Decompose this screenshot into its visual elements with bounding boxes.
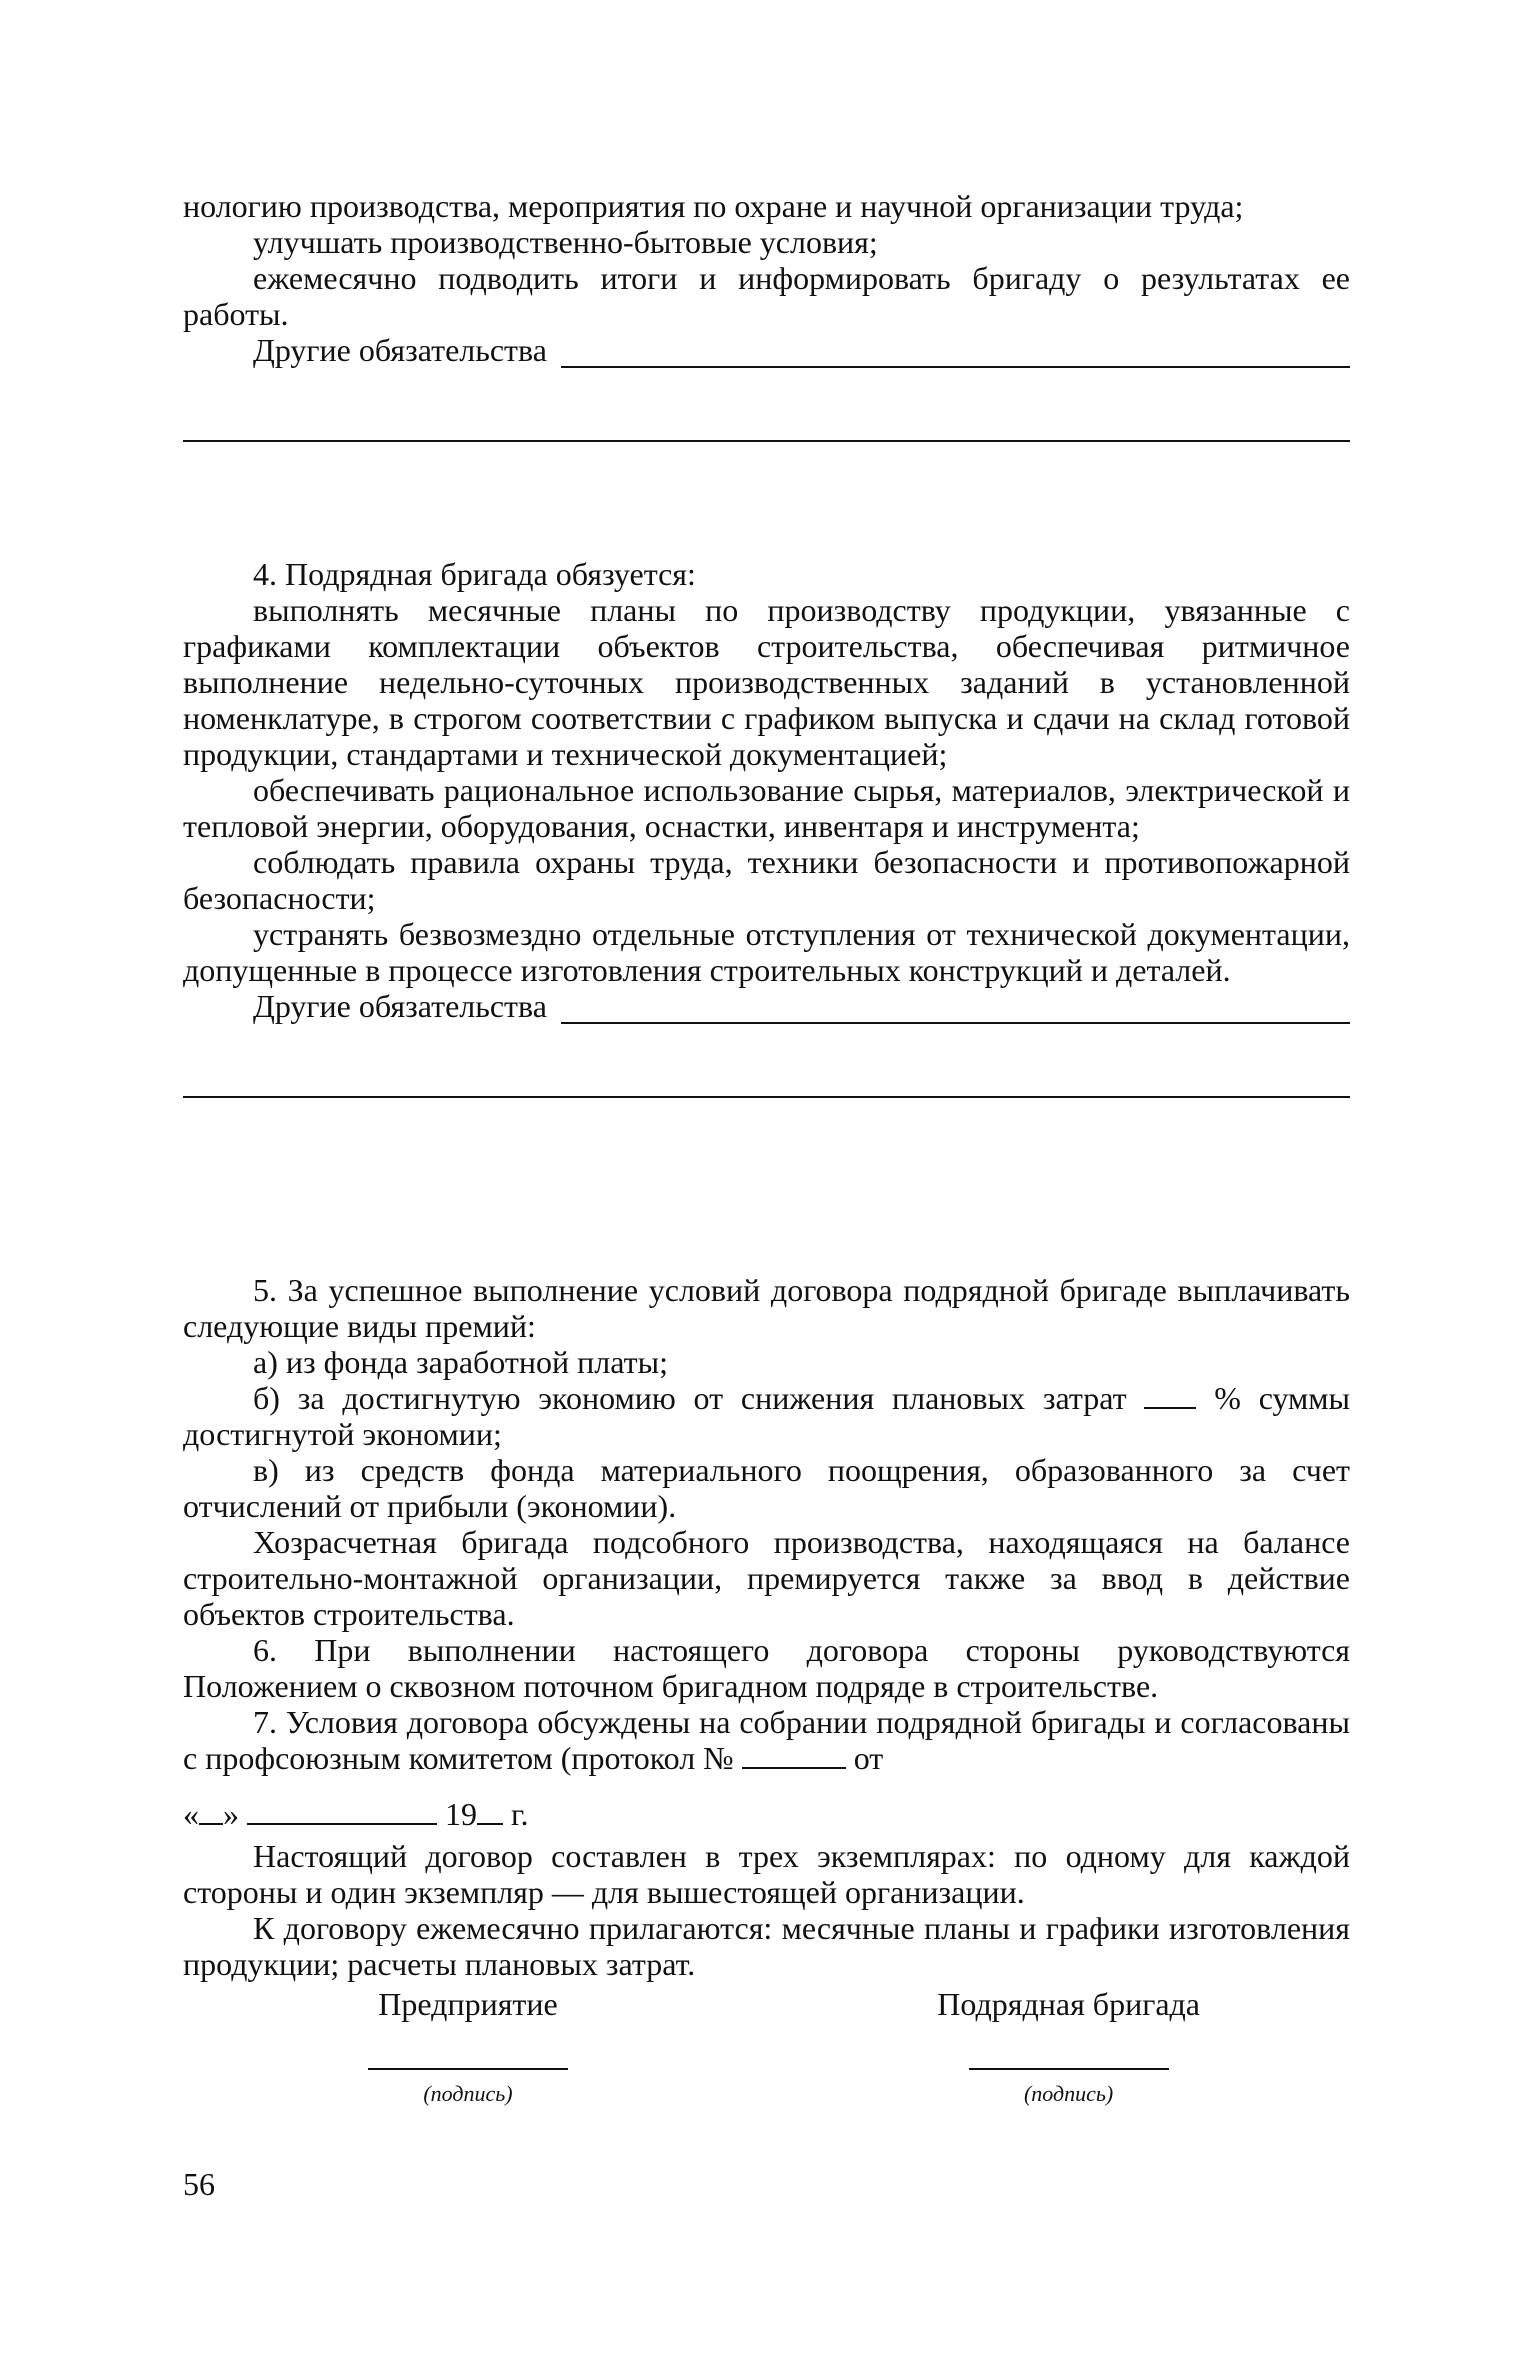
- month-blank: [247, 1799, 437, 1825]
- enterprise-label: Предприятие: [378, 1986, 558, 2022]
- signature-enterprise: [368, 1986, 568, 2112]
- section-5-7: [183, 1272, 1350, 2112]
- section5-b: б) за достигнутую экономию от снижения плановых затрат % суммы достигнутой экономии;: [183, 1380, 1351, 1452]
- section5-c: в) из средств фонда материального поощрения, образованного за счет отчислений от прибыли (экономии).: [183, 1452, 1350, 1524]
- section4-heading: 4. Подрядная бригада обязуется:: [253, 556, 696, 592]
- section7-date: « » 19 г.: [183, 1796, 529, 1832]
- section3-blank-line: [183, 440, 1350, 442]
- signature-brigade: [937, 1986, 1200, 2112]
- section5-a: а) из фонда заработной платы;: [253, 1344, 668, 1380]
- section5-heading: 5. За успешное выполнение условий договора подрядной бригаде выплачивать следующие виды премий:: [183, 1272, 1350, 1344]
- section3-item2: ежемесячно подводить итоги и информировать бригаду о результатах ее работы.: [183, 260, 1350, 332]
- section4-other-label: Другие обязательства: [253, 988, 547, 1024]
- section4-item2: обеспечивать рациональное использование сырья, материалов, электрической и тепловой энергии, оборудования, оснастки, инвентаря и инструмента;: [183, 772, 1350, 844]
- section-4: [183, 556, 1350, 1098]
- section6-text: 6. При выполнении настоящего договора стороны руководствуются Положением о сквозном поточном бригадном подряде в строительстве.: [183, 1632, 1350, 1704]
- section4-blank-line: [183, 1096, 1350, 1098]
- section3-item1: улучшать производственно-бытовые условия;: [253, 224, 878, 260]
- section4-item1: выполнять месячные планы по производству продукции, увязанные с графиками комплектации объектов строительства, обеспечивая ритмичное выполнение недельно-суточных производственных заданий в установленной номенклатуре, в строгом соответствии с графиком выпуска и сдачи на склад готовой продукции, стандартами и технической документацией;: [183, 592, 1350, 772]
- closing-copies: Настоящий договор составлен в трех экземплярах: по одному для каждой стороны и один экземпляр — для вышестоящей организации.: [183, 1838, 1350, 1910]
- brigade-label: Подрядная бригада: [937, 1986, 1200, 2022]
- year-blank: [477, 1799, 503, 1825]
- section3-other-obligations: [183, 332, 1350, 368]
- brigade-signature-caption: (подпись): [1023, 2081, 1114, 2106]
- section-3: [183, 188, 1350, 442]
- section4-item3: соблюдать правила охраны труда, техники безопасности и противопожарной безопасности;: [183, 844, 1350, 916]
- percent-blank: [1144, 1383, 1196, 1409]
- brigade-signature-line: [969, 2068, 1169, 2070]
- section4-item4: устранять безвозмездно отдельные отступления от технической документации, допущенные в процессе изготовления строительных конструкций и деталей.: [183, 916, 1350, 988]
- section3-other-blank: [561, 342, 1350, 368]
- section4-other-obligations: [183, 988, 1350, 1024]
- protocol-number-blank: [742, 1743, 846, 1769]
- closing-attachments: К договору ежемесячно прилагаются: месячные планы и графики изготовления продукции; расчеты плановых затрат.: [183, 1910, 1350, 1982]
- enterprise-signature-caption: (подпись): [423, 2081, 513, 2106]
- day-blank: [199, 1799, 223, 1825]
- section7-text: 7. Условия договора обсуждены на собрании подрядной бригады и согласованы с профсоюзным комитетом (протокол № от: [183, 1704, 1350, 1776]
- enterprise-signature-line: [368, 2068, 568, 2070]
- section5-note: Хозрасчетная бригада подсобного производства, находящаяся на балансе строительно-монтажной организации, премируется также за ввод в действие объектов строительства.: [183, 1524, 1350, 1632]
- signatures: [183, 1986, 1350, 2112]
- page-number: 56: [183, 2166, 215, 2202]
- section4-other-blank: [561, 998, 1350, 1024]
- section3-other-label: Другие обязательства: [253, 332, 547, 368]
- section3-line1: нологию производства, мероприятия по охране и научной организации труда;: [183, 188, 1244, 224]
